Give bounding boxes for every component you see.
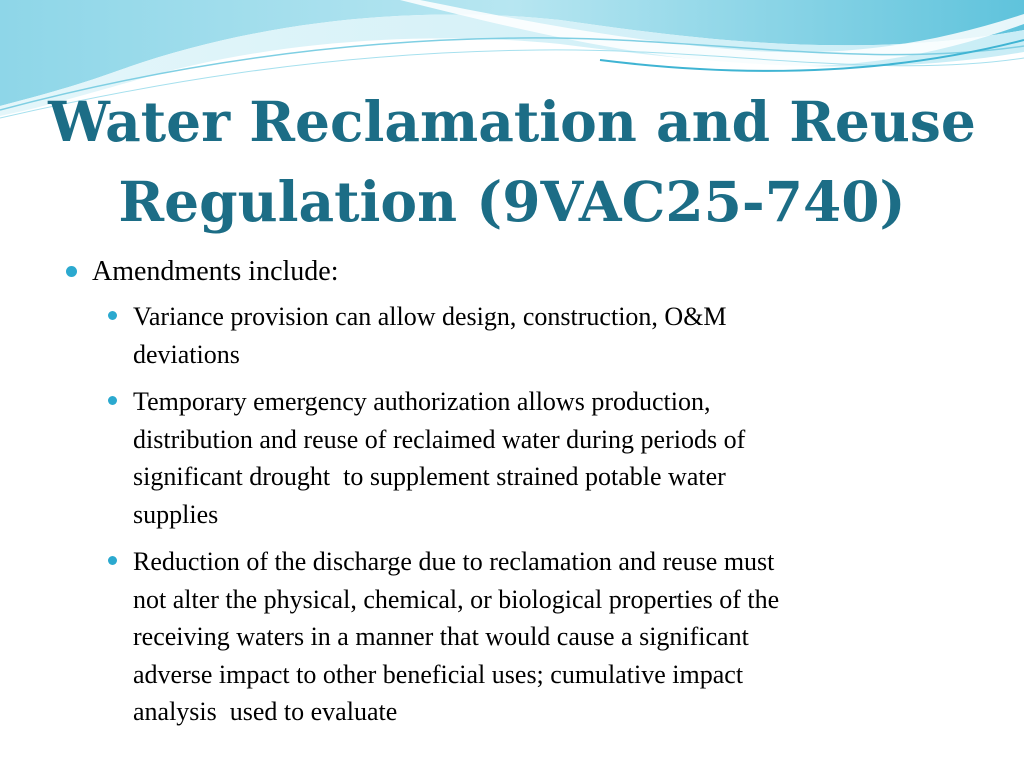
sub-bullet-emergency	[104, 383, 980, 533]
bullet-dot-icon	[108, 396, 117, 405]
sub-bullet-line: distribution and reuse of reclaimed water during periods of	[133, 424, 746, 454]
sub-bullet-line: Reduction of the discharge due to reclamation and reuse must	[133, 547, 775, 576]
bullet-dot-icon	[108, 556, 117, 565]
title-line-2: Regulation (9VAC25-740)	[118, 169, 906, 234]
sub-bullet-list	[104, 298, 980, 731]
sub-bullet-line: supplies	[133, 499, 219, 529]
sub-bullet-line: deviations	[133, 339, 240, 369]
bullet-dot-icon	[108, 311, 117, 320]
sub-bullet-discharge	[104, 543, 980, 731]
sub-bullet-line: analysis used to evaluate	[133, 697, 398, 726]
sub-bullet-line: Temporary emergency authorization allows production,	[133, 387, 711, 416]
sub-bullet-line: Variance provision can allow design, construction, O&M	[133, 302, 727, 331]
sub-bullet-line: not alter the physical, chemical, or biological properties of the	[133, 584, 780, 614]
bullet-list	[60, 252, 980, 741]
bullet-text: Amendments include:	[92, 256, 339, 287]
title-line-1: Water Reclamation and Reuse	[48, 89, 976, 154]
bullet-dot-icon	[66, 266, 77, 277]
bullet-amendments	[60, 252, 980, 292]
sub-bullet-variance	[104, 298, 980, 373]
sub-bullet-line: significant drought to supplement strained potable water	[133, 462, 726, 491]
slide-title	[0, 82, 1024, 242]
sub-bullet-line: adverse impact to other beneficial uses; cumulative impact	[133, 659, 744, 689]
sub-bullet-line: receiving waters in a manner that would cause a significant	[133, 622, 749, 651]
